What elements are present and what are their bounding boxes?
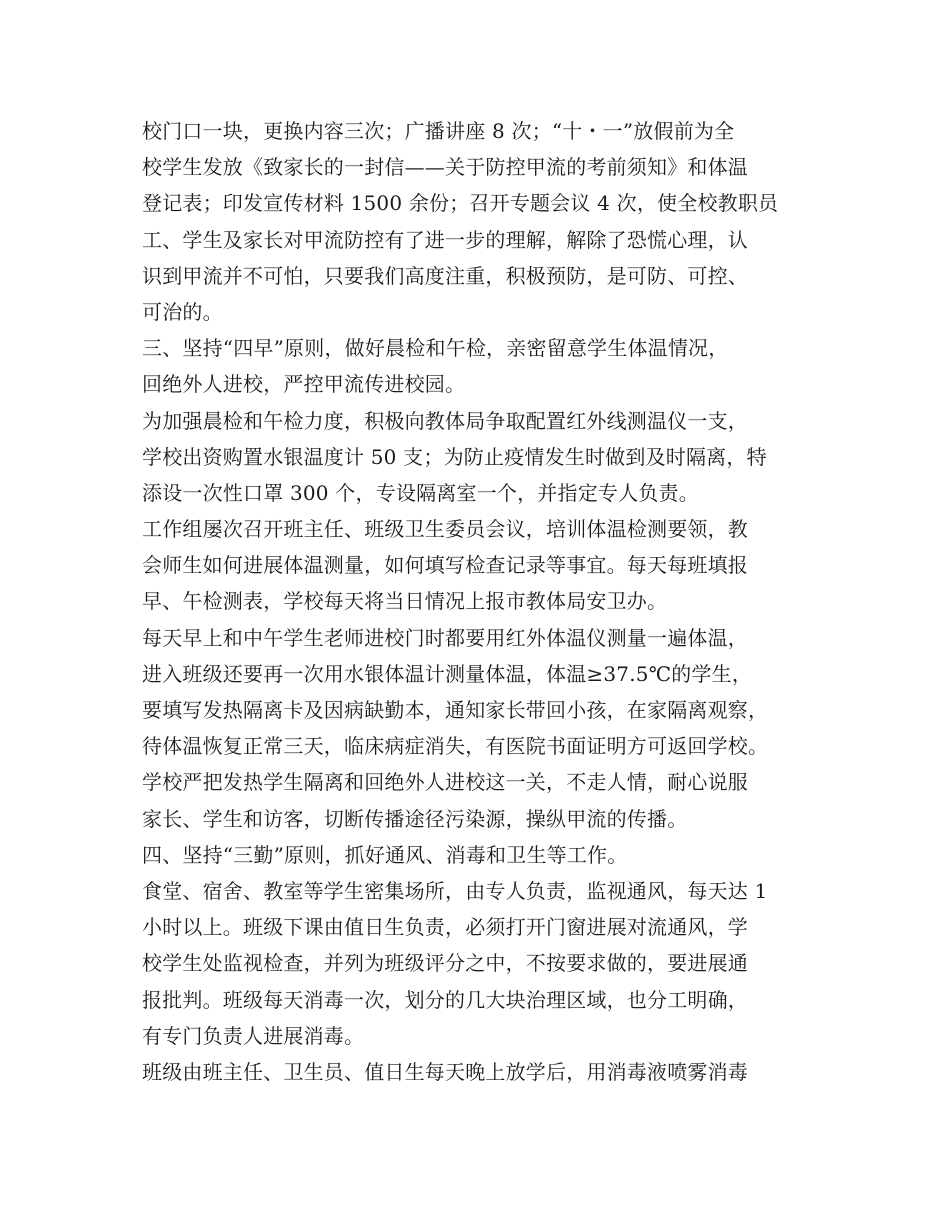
text-line: 学校出资购置水银温度计 50 支；为防止疫情发生时做到及时隔离，特 bbox=[142, 444, 767, 469]
text-line: 学校严把发热学生隔离和回绝外人进校这一关，不走人情，耐心说服 bbox=[142, 770, 748, 795]
text-line: 早、午检测表，学校每天将当日情况上报市教体局安卫办。 bbox=[142, 589, 668, 614]
text-line: 要填写发热隔离卡及因病缺勤本，通知家长带回小孩，在家隔离观察， bbox=[142, 698, 769, 722]
text-line: 可治的。 bbox=[142, 299, 223, 324]
text-line: 食堂、宿舍、教室等学生密集场所，由专人负责，监视通风，每天达 1 bbox=[142, 878, 768, 903]
text-line: 工作组屡次召开班主任、班级卫生委员会议，培训体温检测要领，教 bbox=[142, 517, 748, 542]
text-line: 添设一次性口罩 300 个，专设隔离室一个，并指定专人负责。 bbox=[142, 480, 699, 505]
text-line: 进入班级还要再一次用水银体温计测量体温，体温≥37.5℃的学生， bbox=[142, 661, 753, 686]
document-body bbox=[142, 113, 814, 1090]
text-line: 班级由班主任、卫生员、值日生每天晚上放学后，用消毒液喷雾消毒 bbox=[142, 1059, 748, 1084]
section-heading-4: 四、坚持“三勤”原则，抓好通风、消毒和卫生等工作。 bbox=[142, 842, 628, 867]
text-line: 小时以上。班级下课由值日生负责，必须打开门窗进展对流通风，学 bbox=[142, 915, 748, 940]
text-line: 会师生如何进展体温测量，如何填写检查记录等事宜。每天每班填报 bbox=[142, 553, 748, 578]
section-heading-3-cont: 回绝外人进校，严控甲流传进校园。 bbox=[142, 372, 466, 397]
text-line: 校学生处监视检查，并列为班级评分之中，不按要求做的，要进展通 bbox=[142, 951, 748, 976]
text-line: 报批判。班级每天消毒一次，划分的几大块治理区域，也分工明确， bbox=[142, 987, 748, 1012]
text-line: 识到甲流并不可怕，只要我们高度注重，积极预防，是可防、可控、 bbox=[142, 263, 748, 288]
text-line: 校门口一块，更换内容三次；广播讲座 8 次；“十・一”放假前为全 bbox=[142, 119, 735, 143]
text-line: 家长、学生和访客，切断传播途径污染源，操纵甲流的传播。 bbox=[142, 806, 688, 831]
text-line: 有专门负责人进展消毒。 bbox=[142, 1023, 365, 1048]
text-line: 待体温恢复正常三天，临床病症消失，有医院书面证明方可返回学校。 bbox=[142, 734, 769, 759]
text-line: 每天早上和中午学生老师进校门时都要用红外体温仪测量一遍体温， bbox=[142, 625, 748, 650]
text-line: 为加强晨检和午检力度，积极向教体局争取配置红外线测温仪一支， bbox=[142, 408, 748, 433]
section-heading-3: 三、坚持“四早”原则，做好晨检和午检，亲密留意学生体温情况， bbox=[142, 336, 729, 361]
text-line: 登记表；印发宣传材料 1500 余份；召开专题会议 4 次，使全校教职员 bbox=[142, 191, 779, 216]
text-line: 工、学生及家长对甲流防控有了进一步的理解，解除了恐慌心理，认 bbox=[142, 227, 748, 252]
text-line: 校学生发放《致家长的一封信——关于防控甲流的考前须知》和体温 bbox=[142, 155, 748, 180]
